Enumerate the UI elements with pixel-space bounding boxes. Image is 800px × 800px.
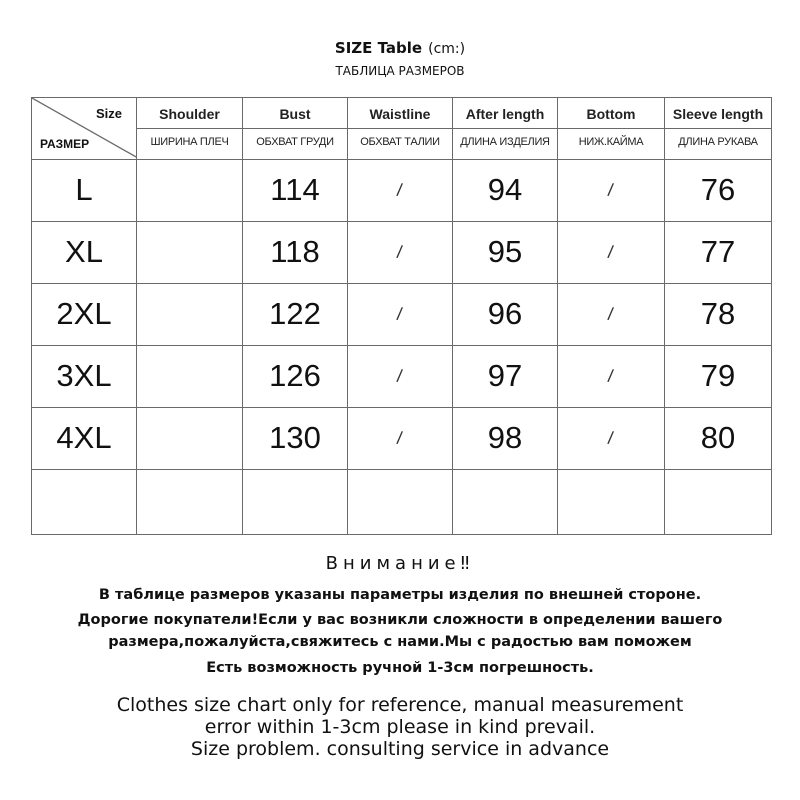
column-header-en: Bust — [279, 106, 311, 122]
waistline-value: / — [396, 241, 404, 263]
size-cell: 3XL — [32, 345, 137, 407]
shoulder-cell — [137, 283, 243, 345]
notice-ru-line: Дорогие покупатели!Если у вас возникли сложности в определении вашего — [77, 612, 723, 628]
shoulder-cell — [137, 221, 243, 283]
column-header-shoulder — [137, 98, 243, 160]
waistline-cell — [348, 221, 453, 283]
table-row — [32, 345, 772, 407]
waistline-cell — [348, 407, 453, 469]
bottom-cell — [558, 159, 665, 221]
table-title — [0, 38, 800, 59]
notice-title: Внимание‼ — [325, 553, 475, 574]
shoulder-cell — [137, 159, 243, 221]
bust-cell: 130 — [243, 407, 348, 469]
bottom-cell — [558, 221, 665, 283]
size-cell: L — [32, 159, 137, 221]
bottom-cell — [558, 407, 665, 469]
shoulder-cell — [137, 345, 243, 407]
after-length-cell: 94 — [453, 159, 558, 221]
column-header-en: Sleeve length — [672, 106, 764, 122]
corner-header-cell — [32, 98, 137, 160]
after-length-cell: 97 — [453, 345, 558, 407]
column-header-ru: ДЛИНА РУКАВА — [678, 136, 758, 148]
column-header-bust — [243, 98, 348, 160]
column-header-ru: ДЛИНА ИЗДЕЛИЯ — [460, 136, 550, 148]
bottom-cell — [558, 283, 665, 345]
waistline-value: / — [396, 179, 404, 201]
sleeve-length-cell: 76 — [665, 159, 772, 221]
table-empty-row — [32, 469, 772, 534]
bust-cell: 118 — [243, 221, 348, 283]
notice-en-line: Size problem. consulting service in advance — [190, 738, 610, 760]
bottom-value: / — [607, 179, 615, 201]
size-cell: XL — [32, 221, 137, 283]
size-cell: 4XL — [32, 407, 137, 469]
waistline-cell — [348, 159, 453, 221]
sleeve-length-cell: 80 — [665, 407, 772, 469]
table-row — [32, 407, 772, 469]
size-cell: 2XL — [32, 283, 137, 345]
column-header-ru: НИЖ.КАЙМА — [578, 136, 644, 148]
column-header-bottom — [558, 98, 665, 160]
notice-en-line: error within 1-3cm please in kind prevail. — [204, 716, 596, 738]
column-header-waistline — [348, 98, 453, 160]
shoulder-cell — [137, 407, 243, 469]
bust-cell: 122 — [243, 283, 348, 345]
column-header-ru: ШИРИНА ПЛЕЧ — [150, 136, 229, 148]
column-header-en: Shoulder — [159, 106, 220, 122]
column-header-sleeve-length — [665, 98, 772, 160]
notice-ru-line: В таблице размеров указаны параметры изделия по внешней стороне. — [98, 587, 702, 603]
waistline-value: / — [396, 303, 404, 325]
waistline-cell — [348, 345, 453, 407]
table-title-ru: ТАБЛИЦА РАЗМЕРОВ — [335, 64, 465, 78]
table-row — [32, 159, 772, 221]
notice-ru-line: размера,пожалуйста,свяжитесь с нами.Мы с радостью вам поможем — [108, 634, 692, 650]
bottom-cell — [558, 345, 665, 407]
after-length-cell: 96 — [453, 283, 558, 345]
column-header-ru: ОБХВАТ ГРУДИ — [256, 136, 334, 148]
waistline-value: / — [396, 427, 404, 449]
bust-cell: 114 — [243, 159, 348, 221]
waistline-cell — [348, 283, 453, 345]
sleeve-length-cell: 79 — [665, 345, 772, 407]
corner-size-label: Size — [95, 106, 122, 121]
table-header-row — [32, 98, 772, 160]
bust-cell: 126 — [243, 345, 348, 407]
table-row — [32, 283, 772, 345]
notice-ru-line: Есть возможность ручной 1-3см погрешность. — [206, 660, 594, 676]
bottom-value: / — [607, 365, 615, 387]
table-title-block — [0, 38, 800, 80]
column-header-ru: ОБХВАТ ТАЛИИ — [360, 136, 440, 148]
column-header-en: After length — [465, 106, 545, 122]
table-unit: (cm:) — [428, 41, 466, 57]
after-length-cell: 95 — [453, 221, 558, 283]
size-table — [31, 97, 772, 535]
table-title-text: SIZE Table — [334, 39, 423, 57]
column-header-en: Bottom — [586, 106, 636, 122]
column-header-after-length — [453, 98, 558, 160]
waistline-value: / — [396, 365, 404, 387]
bottom-value: / — [607, 303, 615, 325]
column-header-en: Waistline — [369, 106, 431, 122]
bottom-value: / — [607, 241, 615, 263]
after-length-cell: 98 — [453, 407, 558, 469]
sleeve-length-cell: 78 — [665, 283, 772, 345]
corner-ru-label: РАЗМЕР — [40, 136, 90, 151]
sleeve-length-cell: 77 — [665, 221, 772, 283]
notice-en-line: Clothes size chart only for reference, manual measurement — [116, 694, 684, 716]
bottom-value: / — [607, 427, 615, 449]
table-row — [32, 221, 772, 283]
